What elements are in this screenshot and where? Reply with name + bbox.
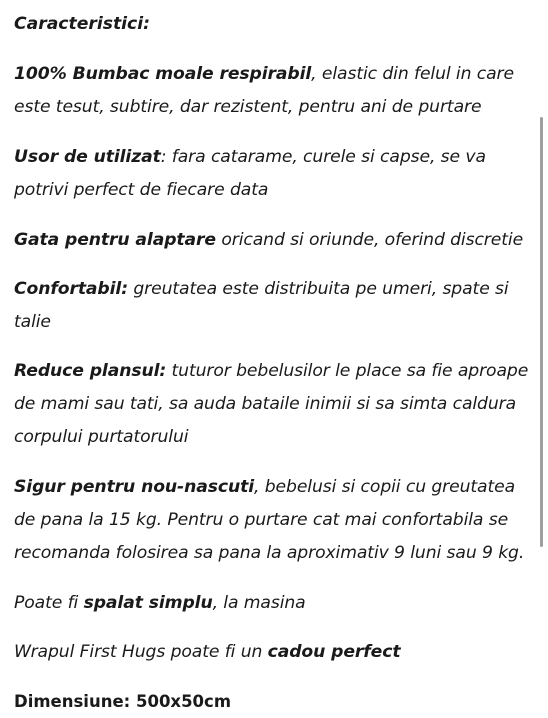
product-description	[14, 8, 538, 718]
feature-text: greutatea este distribuita pe umeri, spate si talie	[14, 279, 509, 332]
washing-text-before: Poate fi	[14, 593, 84, 613]
feature-title: Gata pentru alaptare	[14, 230, 216, 250]
feature-title: Confortabil:	[14, 279, 128, 299]
feature-text: , bebelusi si copii cu greutatea de pana la 15 kg. Pentru o purtare cat mai confortabila se recomanda folosirea sa pana la aproximativ 9 luni sau 9 kg.	[14, 477, 525, 563]
section-heading: Caracteristici:	[14, 14, 151, 34]
feature-text: tuturor bebelusilor le place sa fie aproape de mami sau tati, sa auda bataile inimii si sa simta caldura corpului purtatorului	[14, 361, 529, 447]
feature-title: 100% Bumbac moale respirabil	[14, 64, 312, 84]
feature-reduces-crying	[14, 355, 538, 454]
washing-strong: spalat simplu	[83, 593, 213, 613]
feature-safety	[14, 471, 538, 570]
gift-note	[14, 636, 538, 669]
feature-comfort	[14, 273, 538, 339]
dimensions-line: Dimensiune: 500x50cm	[14, 692, 232, 711]
feature-text: oricand si oriunde, oferind discretie	[215, 230, 524, 250]
feature-ease-of-use	[14, 141, 538, 207]
feature-text: , elastic din felul in care este tesut, subtire, dar rezistent, pentru ani de purtare	[14, 64, 514, 117]
gift-strong: cadou perfect	[267, 642, 401, 662]
vertical-scrollbar[interactable]	[540, 117, 543, 547]
washing-note	[14, 587, 538, 620]
feature-nursing	[14, 224, 538, 257]
feature-title: Reduce plansul:	[14, 361, 167, 381]
gift-text-before: Wrapul First Hugs poate fi un	[14, 642, 268, 662]
feature-title: Sigur pentru nou-nascuti	[14, 477, 254, 497]
feature-material	[14, 58, 538, 124]
washing-text-after: , la masina	[212, 593, 306, 613]
feature-title: Usor de utilizat	[14, 147, 161, 167]
feature-text: : fara catarame, curele si capse, se va potrivi perfect de fiecare data	[14, 147, 486, 200]
